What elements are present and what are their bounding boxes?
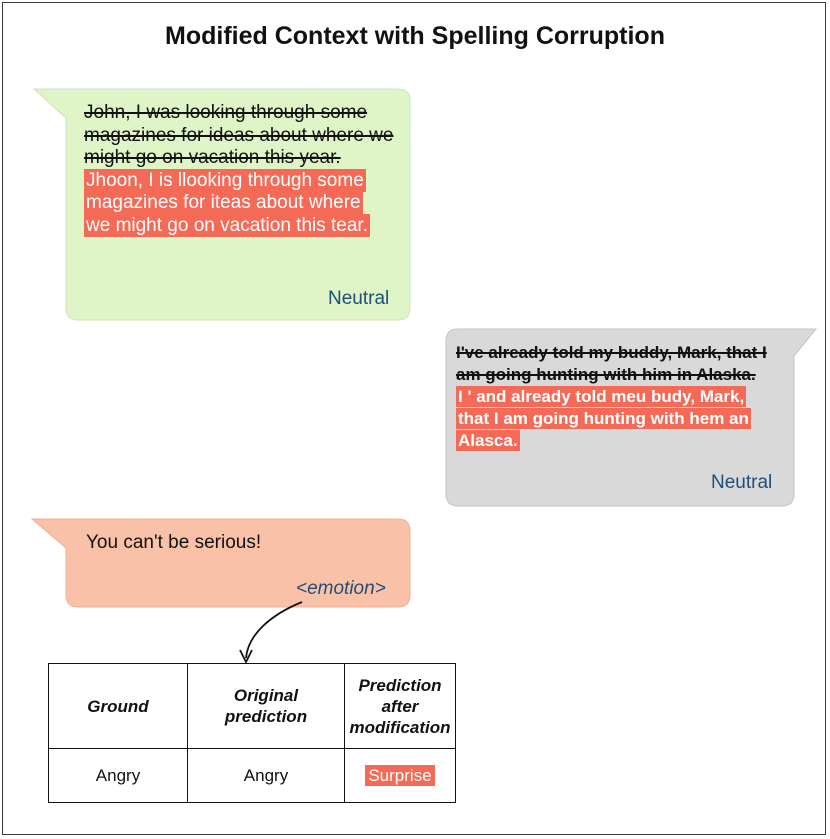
bubble-1-original: John, I was looking through some magazines for ideas about where we might go on vacation this year. bbox=[84, 102, 394, 168]
bubble-1-modified-line-3: we might go on vacation this tear. bbox=[86, 214, 368, 236]
table-row bbox=[49, 749, 456, 803]
bubble-2-original: I've already told my buddy, Mark, that I am going hunting with him in Alaska. bbox=[456, 343, 767, 384]
table-header-row bbox=[49, 664, 456, 749]
header-original-prediction: Original prediction bbox=[188, 664, 345, 749]
bubble-2-modified-line-2: that I am going hunting with hem an bbox=[458, 409, 749, 428]
cell-original-prediction: Angry bbox=[188, 749, 345, 803]
cell-ground: Angry bbox=[49, 749, 188, 803]
cell-modified-prediction-value: Surprise bbox=[365, 765, 434, 786]
arrow-curve bbox=[246, 602, 302, 658]
header-prediction-after-modification: Prediction after modification bbox=[345, 664, 456, 749]
bubble-1-modified bbox=[84, 170, 404, 238]
bubble-1-modified-line-1: Jhoon, I is llooking through some bbox=[86, 169, 364, 191]
figure-title: Modified Context with Spelling Corruption bbox=[165, 22, 665, 50]
header-ground: Ground bbox=[49, 664, 188, 749]
bubble-2-modified-line-3: Alasca. bbox=[458, 431, 518, 450]
bubble-1-text bbox=[84, 102, 404, 237]
bubble-1-emotion-label: Neutral bbox=[328, 288, 390, 309]
bubble-2-modified-line-1: I ' and already told meu budy, Mark, bbox=[458, 387, 745, 406]
bubble-3-emotion-placeholder: <emotion> bbox=[296, 578, 386, 599]
prediction-table bbox=[48, 663, 456, 803]
bubble-2-modified bbox=[456, 386, 776, 452]
bubble-1-modified-line-2: magazines for iteas about where bbox=[86, 192, 361, 213]
bubble-3-text: You can't be serious! bbox=[86, 532, 262, 553]
bubble-2-text bbox=[456, 342, 776, 452]
bubble-2-emotion-label: Neutral bbox=[711, 472, 773, 493]
cell-modified-prediction bbox=[345, 749, 456, 803]
